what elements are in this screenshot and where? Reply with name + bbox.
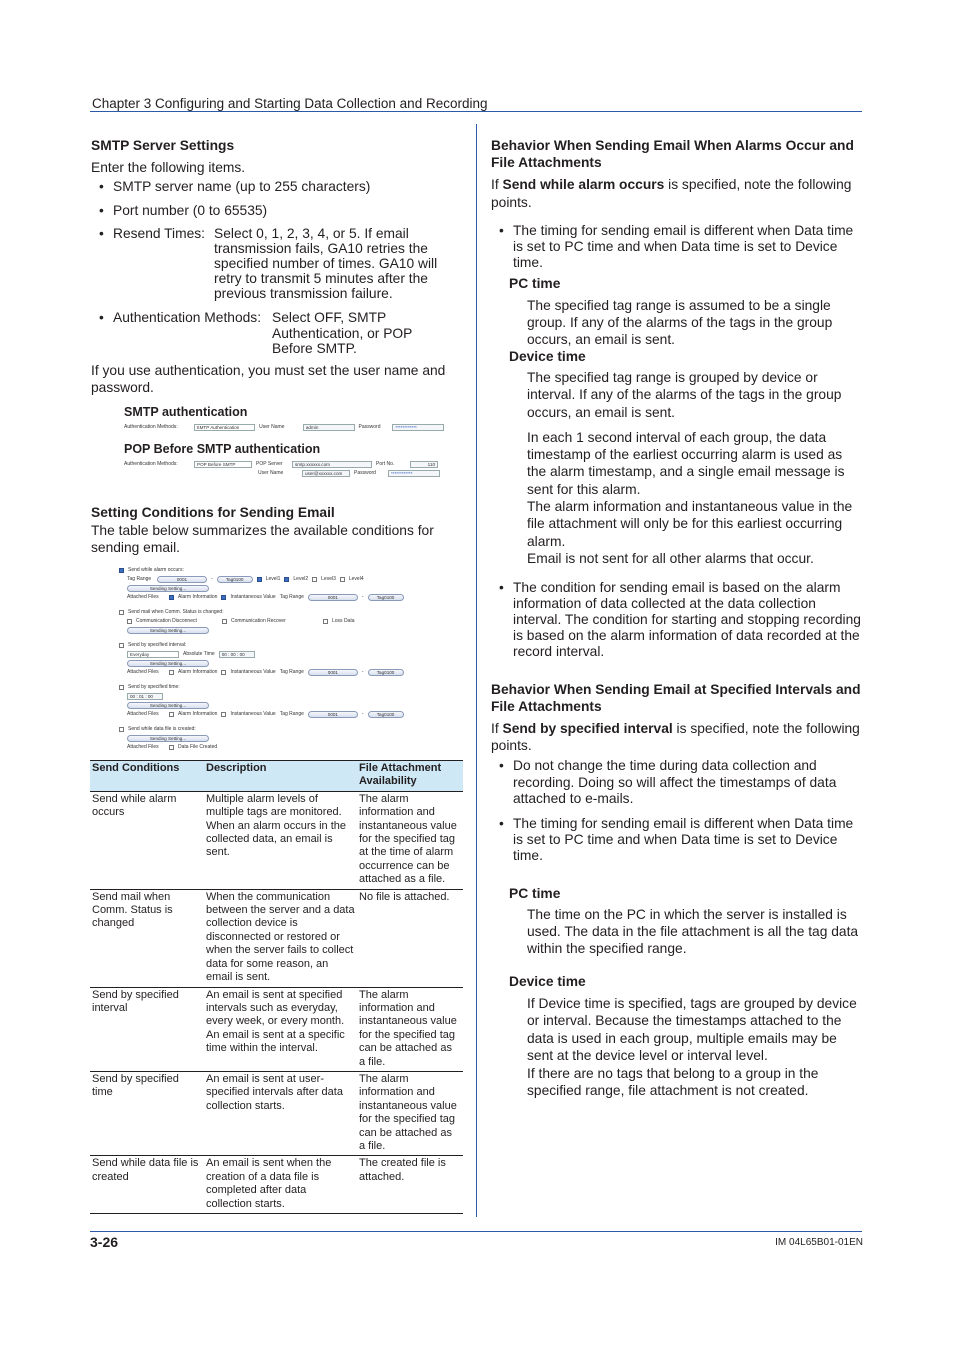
table-row [90,1156,463,1214]
alarm-label: Send while alarm occurs: [128,567,184,574]
inst-value-checkbox[interactable] [221,670,226,675]
bullet-text: The timing for sending email is different when Data time is set to PC time and when Data time is set to Device time. [513,815,854,863]
alarm-attach-row: Attached Files Alarm Information Instantaneous Value Tag Range 0001 - Tag0100 [119,593,439,602]
conditions-heading: Setting Conditions for Sending Email [91,504,335,520]
tag-to-button[interactable]: Tag0100 [368,594,404,601]
time-label: Send by specified time: [128,684,180,691]
user-name-input[interactable]: user@xxxxxx.com [302,470,350,477]
time-input[interactable]: 00 : 01 : 00 [127,693,163,700]
footer-rule [90,1231,862,1232]
bullet-text: SMTP server name (up to 255 characters) [113,179,371,194]
pc-time-label-2: PC time [509,885,561,901]
datafile-checkbox[interactable] [119,727,124,732]
table-cell: An email is sent at specified intervals such as everyday, every week, or every month. An email is sent at a specific time within the interval. [204,987,357,1071]
document-id: IM 04L65B01-01EN [775,1237,863,1248]
datafile-sending-row [119,734,439,743]
table-cell: The alarm information and instantaneous value for the specified tag at the time of alarm occurrence can be attached as a file. [357,791,463,889]
password-input[interactable]: ************ [392,424,444,431]
alarm-info-label: Alarm Information [178,711,218,718]
bullet-text: Port number (0 to 65535) [113,202,268,218]
device-time-label-2: Device time [509,974,586,990]
auth-method-label: Authentication Methods: [124,424,178,431]
conditions-table [90,760,463,1214]
intro-text: If [491,721,503,737]
alarm-info-checkbox[interactable] [169,670,174,675]
smtp-auth-screenshot [124,404,444,433]
table-cell: No file is attached. [357,889,463,987]
time-checkbox[interactable] [119,685,124,690]
sending-setting-button[interactable]: Sending Setting... [127,627,209,634]
interval-bullet-1 [491,758,863,808]
comm-recover-checkbox[interactable] [222,619,227,624]
auth-method-dropdown[interactable]: POP Before SMTP [194,461,252,468]
page-number: 3-26 [90,1234,119,1250]
intro-text: If [491,177,503,192]
bullet-auth [91,310,466,357]
smtp-intro: Enter the following items. [91,159,246,175]
table-cell: Send mail when Comm. Status is changed [90,889,204,987]
table-cell: Send by specified interval [90,987,204,1071]
table-row [90,791,463,889]
pop-auth-screenshot [124,441,444,478]
bullet-smtp-server [91,179,466,196]
attached-files-label: Attached Files [127,744,159,751]
absolute-time-input[interactable]: 00 : 00 : 00 [219,651,255,658]
comm-options-row [119,617,439,626]
datafile-attach-row [119,743,439,752]
level1-checkbox[interactable] [257,577,262,582]
table-cell: The alarm information and instantaneous value for the specified tag can be attached as a file. [357,1071,463,1155]
user-name-label: User Name [258,469,284,476]
alarm-tag-row: Tag Range 0001 - Tag0100 Level1 Level2 Level3 Level4 [119,575,439,584]
table-cell: Send by specified time [90,1071,204,1155]
header-description: Description [204,761,357,792]
comm-checkbox[interactable] [119,610,124,615]
tag-range-label: Tag Range [279,594,304,601]
bullet-port [91,203,466,220]
pop-auth-title: POP Before SMTP authentication [124,442,321,456]
interval-attach-row: Attached Files Alarm Information Instantaneous Value Tag Range 0001 - Tag0100 [119,668,439,677]
inst-value-checkbox[interactable] [221,712,226,717]
absolute-time-label: Absolute Time [183,651,215,658]
pop-server-input[interactable]: smtp.xxxxxx.com [292,461,372,468]
tag-to-button[interactable]: Tag0100 [368,669,404,676]
level4-label: Level4 [348,576,364,583]
tag-from-button[interactable]: 0001 [308,711,358,718]
tag-range-label: Tag Range [279,669,304,676]
auth-method-dropdown[interactable]: SMTP Authentication [194,424,256,431]
resend-text: Select 0, 1, 2, 3, 4, or 5. If email transmission fails, GA10 retries the specified number of times. GA10 will retry to transmit 5 minutes after the previous transmission failure. [214,226,438,301]
bullet-text: The timing for sending email is different when Data time is set to PC time and when Data time is set to Device time. [513,223,854,270]
intro-text: is specified, note the following points. [491,721,860,754]
intro-bold: Send while alarm occurs [502,177,665,192]
chapter-header: Chapter 3 Configuring and Starting Data Collection and Recording [92,96,488,111]
device-time-text-1: The specified tag range is grouped by device or interval. If any of the alarms of the tags in the group occurs, an email is sent. [527,370,842,420]
tag-range-label: Tag Range [127,576,152,583]
alarm-bullet-1 [491,223,863,271]
port-input[interactable]: 110 [410,461,438,468]
interval-dropdown[interactable]: Everyday [127,651,179,658]
comm-disconnect-label: Communication Disconnect [136,618,197,625]
intro-bold: Send by specified interval [502,721,673,737]
left-column [91,138,466,1214]
header-send-conditions: Send Conditions [90,761,204,792]
header-rule [90,111,862,112]
time-attach-row: Attached Files Alarm Information Instantaneous Value Tag Range 0001 - Tag0100 [119,710,439,719]
bullet-text: Do not change the time during data collection and recording. Doing so will affect the timestamps of data attached to e-mails. [513,758,837,807]
table-row [90,1071,463,1155]
port-label: Port No. [376,460,395,467]
alarm-checkbox[interactable] [119,568,124,573]
alarm-info-checkbox[interactable] [169,712,174,717]
auth-note: If you use authentication, you must set the user name and password. [91,362,446,395]
device-time-text-5: If Device time is specified, tags are grouped by device or interval. Because the timestamps attached to the data is used in each group, multiple emails may be sent at the device level or interval level. [527,995,857,1064]
alarm-info-label: Alarm Information [178,669,218,676]
interval-options-row [119,650,439,659]
table-row [90,987,463,1071]
datafile-section [119,725,439,734]
interval-section [119,641,439,650]
pop-server-label: POP Server [256,460,283,467]
smtp-settings-heading: SMTP Server Settings [91,138,235,153]
table-row [90,889,463,987]
table-cell: The created file is attached. [357,1156,463,1214]
interval-behavior-heading: Behavior When Sending Email at Specified Intervals and File Attachments [491,682,861,714]
device-time-text-6: If there are no tags that belong to a group in the specified range, file attachment is not created. [527,1065,819,1099]
pc-time-label: PC time [509,276,561,291]
right-column [491,138,863,1100]
auth-text: Select OFF, SMTP Authentication, or POP Before SMTP. [272,310,413,356]
table-cell: Send while alarm occurs [90,791,204,889]
table-cell: When the communication between the server and a data collection device is disconnected or restored or when the server fails to collect data for some reason, an email is sent. [204,889,357,987]
conditions-intro: The table below summarizes the available conditions for sending email. [91,523,434,555]
interval-label: Send by specified interval: [128,642,187,649]
level3-label: Level3 [321,576,336,583]
tag-from-button[interactable]: 0001 [308,669,358,676]
pc-time-text-2: The time on the PC in which the server is installed is used. The data in the file attachment is all the tag data within the specified range. [527,907,859,957]
interval-intro [491,720,863,754]
table-cell: The alarm information and instantaneous value for the specified tag can be attached as a file. [357,987,463,1071]
bullet-resend [91,226,466,301]
table-cell: Multiple alarm levels of multiple tags are monitored. When an alarm occurs in the collected data, an email is sent. [204,791,357,889]
interval-bullet-2 [491,816,863,864]
device-time-text-2: In each 1 second interval of each group, the data timestamp of the earliest occurring alarm is used as the alarm timestamp, and a single email message is sent for this alarm. [527,429,845,497]
attached-files-label: Attached Files [127,711,159,718]
auth-label: • Authentication Methods: [113,310,262,325]
level4-checkbox[interactable] [340,577,345,582]
loss-data-checkbox[interactable] [323,619,328,624]
bullet-text: The condition for sending email is based on the alarm information of data collected at the data collection interval. The condition for starting and stopping recording is based on the alarm information of data recorded at the record interval. [513,580,861,660]
alarm-bullet-2 [491,580,863,660]
alarm-info-label: Alarm Information [178,594,218,601]
device-time-text-4: Email is not sent for all other alarms that occur. [527,550,814,566]
password-label: Password [354,469,376,476]
comm-label: Send mail when Comm. Status is changed: [128,609,224,616]
table-cell: An email is sent when the creation of a data file is completed after data collection starts. [204,1156,357,1214]
tag-to-button[interactable]: Tag0100 [368,711,404,718]
auth-method-label: Authentication Methods: [124,460,178,467]
interval-checkbox[interactable] [119,643,124,648]
inst-value-label: Instantaneous Value [230,669,276,676]
alarm-info-checkbox[interactable] [169,595,174,600]
user-name-label: User Name [259,424,285,431]
device-time-label: Device time [509,348,586,364]
alarm-behavior-heading: Behavior When Sending Email When Alarms Occur and File Attachments [491,138,854,170]
device-time-text-3: The alarm information and instantaneous value in the file attachment will only be for this earliest occurring alarm. [527,499,853,549]
password-label: Password [358,424,381,431]
datafile-label: Send while data file is created: [128,726,196,733]
attached-files-label: Attached Files [127,669,159,676]
datafile-created-label: Data File Created [178,744,218,751]
level2-label: Level2 [293,576,309,583]
inst-value-label: Instantaneous Value [230,711,276,718]
attached-files-label: Attached Files [127,594,159,601]
comm-recover-label: Communication Recover [231,618,286,625]
datafile-created-checkbox[interactable] [169,745,174,750]
header-file-attachment: File Attachment Availability [357,761,463,792]
alarm-intro [491,176,863,211]
tag-to-button[interactable]: Tag0100 [217,576,253,583]
conditions-screenshot [119,566,439,752]
password-input[interactable]: ************ [388,470,440,477]
table-cell: An email is sent at user-specified intervals after data collection starts. [204,1071,357,1155]
sending-setting-button[interactable]: Sending Setting... [127,702,209,709]
time-section [119,683,439,692]
sending-setting-button[interactable]: Sending Setting... [127,585,209,592]
user-name-input[interactable]: admin [303,424,355,431]
loss-data-label: Loss Data [332,618,355,625]
tag-range-label: Tag Range [279,711,304,718]
inst-value-label: Instantaneous Value [230,594,276,601]
intro-text: is specified, note the following points. [491,177,852,210]
tag-from-button[interactable]: 0001 [157,576,207,583]
table-header-row [90,761,463,792]
smtp-auth-title: SMTP authentication [124,404,248,419]
inst-value-checkbox[interactable] [221,595,226,600]
level3-checkbox[interactable] [312,577,317,582]
level2-checkbox[interactable] [284,577,289,582]
sending-setting-button[interactable]: Sending Setting... [127,735,209,742]
table-cell: Send while data file is created [90,1156,204,1214]
smtp-auth-row [124,423,444,432]
level1-label: Level1 [265,576,281,583]
comm-disconnect-checkbox[interactable] [127,619,132,624]
pc-time-text: The specified tag range is assumed to be a single group. If any of the alarms of the tags in the group occurs, an email is sent. [527,297,833,347]
tag-from-button[interactable]: 0001 [308,594,358,601]
sending-setting-button[interactable]: Sending Setting... [127,660,209,667]
resend-label: • Resend Times: [113,226,206,241]
column-divider [476,124,477,1217]
